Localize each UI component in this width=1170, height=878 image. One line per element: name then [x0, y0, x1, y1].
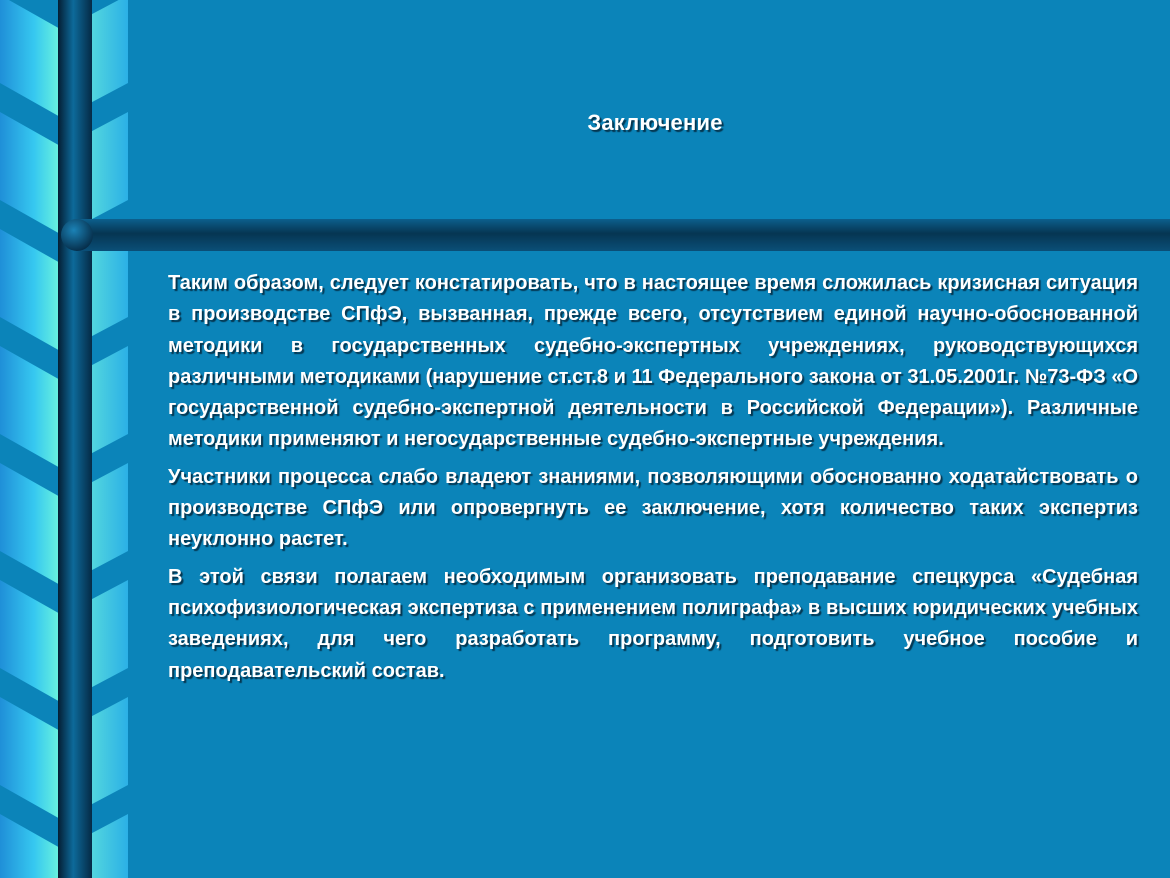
- paragraph-conclusion: Таким образом, следует констатировать, что в настоящее время сложилась кризисная ситуация в производстве СПфЭ, вызванная, прежде всего, отсутствием единой научно-обоснованной методики в государственных судебно-экспертных учреждениях, руководствующихся различными методиками (нарушение ст.ст.8 и 11 Федерального закона от 31.05.2001г. №73-ФЗ «О государственной судебно-экспертной деятельности в Российской Федерации»). Различные методики применяют и негосударственные судебно-экспертные учреждения.: [168, 272, 1138, 451]
- slide-body: [168, 268, 1138, 693]
- decorative-ribbon-border: [0, 0, 130, 878]
- slide-title: Заключение: [587, 110, 723, 135]
- horizontal-divider-bar: [60, 218, 1170, 252]
- paragraph-proposal: В этой связи полагаем необходимым организовать преподавание спецкурса «Судебная психофизиологическая экспертиза с применением полиграфа» в высших юридических учебных заведениях, для чего разработать программу, подготовить учебное пособие и преподавательский состав.: [168, 565, 1138, 682]
- paragraph-participants: Участники процесса слабо владеют знаниями, позволяющими обоснованно ходатайствовать о производстве СПфЭ или опровергнуть ее заключение, хотя количество таких экспертиз неуклонно растет.: [168, 465, 1138, 551]
